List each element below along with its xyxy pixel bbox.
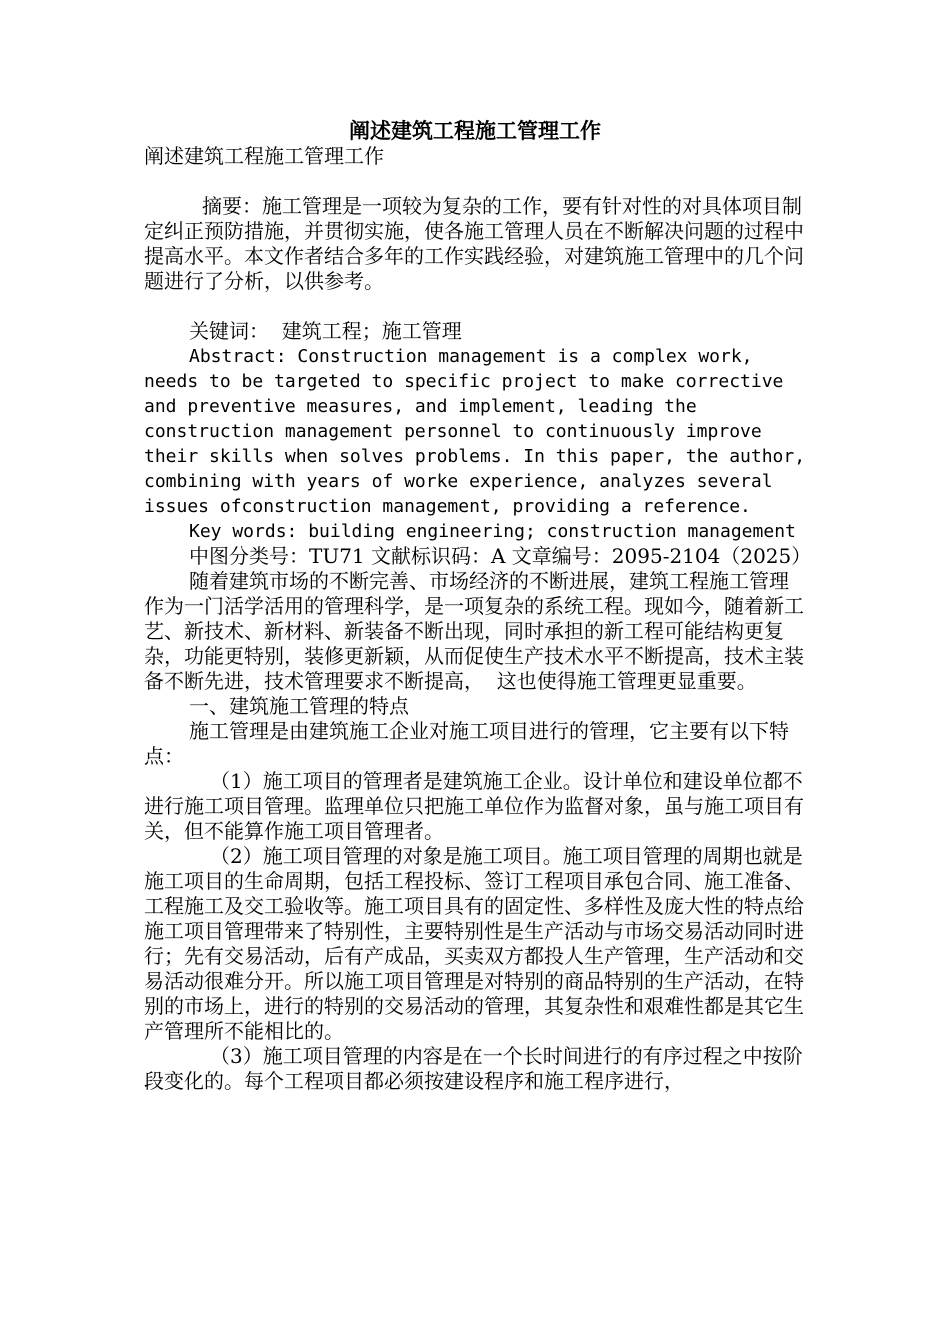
section-1-lead: 施工管理是由建筑施工企业对施工项目进行的管理，它主要有以下特点：	[144, 719, 789, 768]
spacer	[144, 294, 806, 319]
abstract-en: Abstract: Construction management is a complex work, needs to be targeted to specific project to make corrective and preventive measures, and implement, leading the construction management personnel to continuously improve their skills when solves problems. In this paper, the author, combining with years of worke experience, analyzes several issues ofconstruction management, providing a reference.	[144, 346, 816, 517]
section-1-heading: 一、建筑施工管理的特点	[189, 694, 409, 718]
keywords-en: Key words: building engineering; construction management	[189, 521, 796, 542]
document-subtitle: 阐述建筑工程施工管理工作	[144, 144, 384, 168]
classification-line: 中图分类号：TU71 文献标识码：A 文章编号：2095-2104（2025）	[189, 544, 812, 568]
document-body	[144, 118, 816, 1094]
spacer	[144, 169, 806, 194]
point-2: （2）施工项目管理的对象是施工项目。施工项目管理的周期也就是施工项目的生命周期，包括工程投标、签订工程项目承包合同、施工准备、工程施工及交工验收等。施工项目具有的固定性、多样性及庞大性的特点给施工项目管理带来了特别性，主要特别性是生产活动与市场交易活动同时进行；先有交易活动，后有产成品，买卖双方都投人生产管理，生产活动和交易活动很难分开。所以施工项目管理是对特别的商品特别的生产活动，在特别的市场上，进行的特别的交易活动的管理，其复杂性和艰难性都是其它生产管理所不能相比的。	[144, 844, 804, 1043]
intro-paragraph: 随着建筑市场的不断完善、市场经济的不断进展，建筑工程施工管理作为一门活学活用的管理科学，是一项复杂的系统工程。现如今，随着新工艺、新技术、新材料、新装备不断出现，同时承担的新工程可能结构更复杂，功能更特别，装修更新颖，从而促使生产技术水平不断提高，技术主装备不断先进，技术管理要求不断提高， 这也使得施工管理更显重要。	[144, 569, 804, 693]
abstract-cn: 摘要：施工管理是一项较为复杂的工作，要有针对性的对具体项目制定纠正预防措施，并贯彻实施，使各施工管理人员在不断解决问题的过程中提高水平。本文作者结合多年的工作实践经验，对建筑施工管理中的几个问题进行了分析，以供参考。	[144, 194, 804, 293]
keywords-cn: 关键词： 建筑工程；施工管理	[189, 319, 462, 343]
point-1: （1）施工项目的管理者是建筑施工企业。设计单位和建设单位都不进行施工项目管理。监理单位只把施工单位作为监督对象，虽与施工项目有关，但不能算作施工项目管理者。	[144, 769, 804, 843]
point-3: （3）施工项目管理的内容是在一个长时间进行的有序过程之中按阶段变化的。每个工程项目都必须按建设程序和施工程序进行，	[144, 1044, 803, 1093]
document-title: 阐述建筑工程施工管理工作	[349, 118, 601, 143]
